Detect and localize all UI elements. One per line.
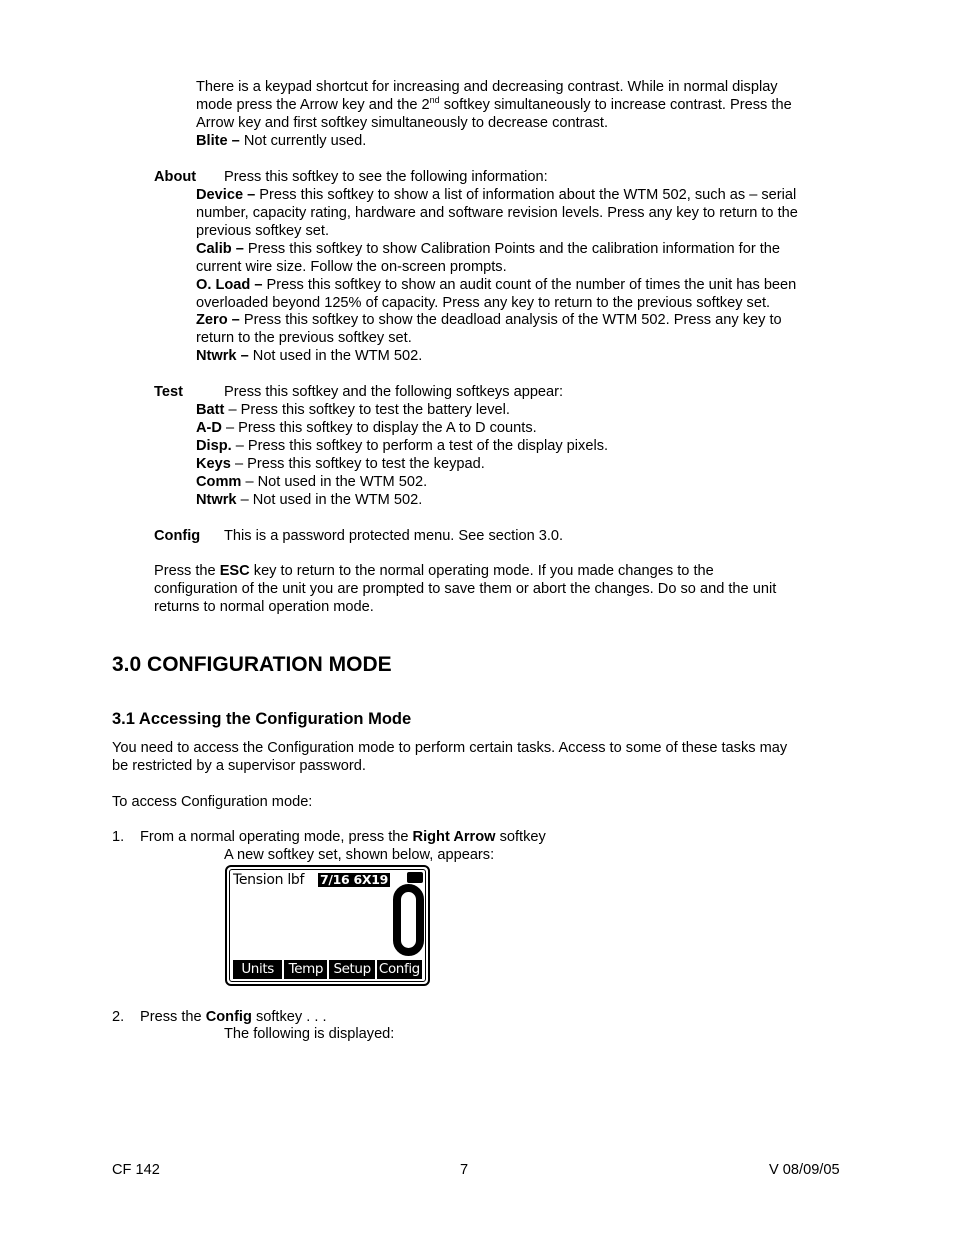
step-2-text: Press the Config softkey . . . — [140, 1009, 327, 1025]
esc-line-1: Press the ESC key to return to the normal operating mode. If you made changes to the — [154, 563, 714, 579]
test-item-ntwrk: Ntwrk – Not used in the WTM 502. — [196, 492, 423, 508]
ntwrk-item: Ntwrk – Not used in the WTM 502. — [196, 348, 423, 364]
oload-item-line-2: overloaded beyond 125% of capacity. Press any key to return to the previous softkey set. — [196, 295, 771, 311]
calib-item: Calib – Press this softkey to show Calibration Points and the calibration information for the — [196, 241, 781, 257]
footer-version: V 08/09/05 — [769, 1162, 840, 1178]
device-item: Device – Press this softkey to show a list of information about the WTM 502, such as – serial — [196, 187, 797, 203]
test-item-batt: Batt – Press this softkey to test the battery level. — [196, 402, 510, 418]
test-text: Press this softkey and the following softkeys appear: — [224, 384, 564, 400]
step-1-number: 1. — [112, 829, 125, 845]
contrast-line-2: mode press the Arrow key and the 2nd softkey simultaneously to increase contrast. Press the — [196, 95, 792, 113]
esc-line-2: configuration of the unit you are prompted to save them or abort the changes. Do so and the unit — [154, 581, 777, 597]
lcd-display-illustration — [225, 865, 430, 986]
step-1-text: From a normal operating mode, press the Right Arrow softkey — [140, 829, 546, 845]
config-text: This is a password protected menu. See section 3.0. — [224, 528, 564, 544]
subsection-heading: 3.1 Accessing the Configuration Mode — [112, 710, 412, 728]
section-heading: 3.0 CONFIGURATION MODE — [112, 653, 392, 676]
footer-doc-id: CF 142 — [112, 1162, 160, 1178]
step-2-note: The following is displayed: — [224, 1026, 395, 1042]
blite-item: Blite – Not currently used. — [196, 133, 367, 149]
esc-line-3: returns to normal operation mode. — [154, 599, 374, 615]
about-text: Press this softkey to see the following information: — [224, 169, 548, 185]
intro-line-1: You need to access the Configuration mode to perform certain tasks. Access to some of these tasks may — [112, 740, 788, 756]
zero-item: Zero – Press this softkey to show the deadload analysis of the WTM 502. Press any key to — [196, 312, 782, 328]
lcd-softkey-bar — [233, 960, 422, 979]
battery-icon — [407, 872, 423, 883]
device-item-line-2: number, capacity rating, hardware and software revision levels. Press any key to return to the — [196, 205, 798, 221]
test-item-keys: Keys – Press this softkey to test the keypad. — [196, 456, 485, 472]
softkey-temp: Temp — [284, 960, 327, 979]
test-item-a-d: A-D – Press this softkey to display the A to D counts. — [196, 420, 537, 436]
lcd-title: Tension lbf — [233, 872, 305, 888]
lcd-screen — [229, 869, 426, 982]
softkey-config: Config — [377, 960, 422, 979]
lcd-reading-zero — [393, 884, 424, 956]
test-label: Test — [154, 384, 183, 400]
step-1-note: A new softkey set, shown below, appears: — [224, 847, 495, 863]
step-2-number: 2. — [112, 1009, 125, 1025]
softkey-setup: Setup — [329, 960, 374, 979]
footer-page-number: 7 — [460, 1162, 469, 1178]
contrast-line-1: There is a keypad shortcut for increasing and decreasing contrast. While in normal display — [196, 79, 778, 95]
test-item-comm: Comm – Not used in the WTM 502. — [196, 474, 428, 490]
zero-item-line-2: return to the previous softkey set. — [196, 330, 412, 346]
about-label: About — [154, 169, 197, 185]
calib-item-line-2: current wire size. Follow the on-screen prompts. — [196, 259, 507, 275]
contrast-line-3: Arrow key and first softkey simultaneously to decrease contrast. — [196, 115, 609, 131]
softkey-units: Units — [233, 960, 282, 979]
to-access-text: To access Configuration mode: — [112, 794, 313, 810]
test-item-disp: Disp. – Press this softkey to perform a test of the display pixels. — [196, 438, 609, 454]
oload-item: O. Load – Press this softkey to show an audit count of the number of times the unit has been — [196, 277, 797, 293]
intro-line-2: be restricted by a supervisor password. — [112, 758, 366, 774]
config-label: Config — [154, 528, 201, 544]
device-item-line-3: previous softkey set. — [196, 223, 330, 239]
lcd-wire-size: 7/16 6X19 — [320, 872, 389, 887]
